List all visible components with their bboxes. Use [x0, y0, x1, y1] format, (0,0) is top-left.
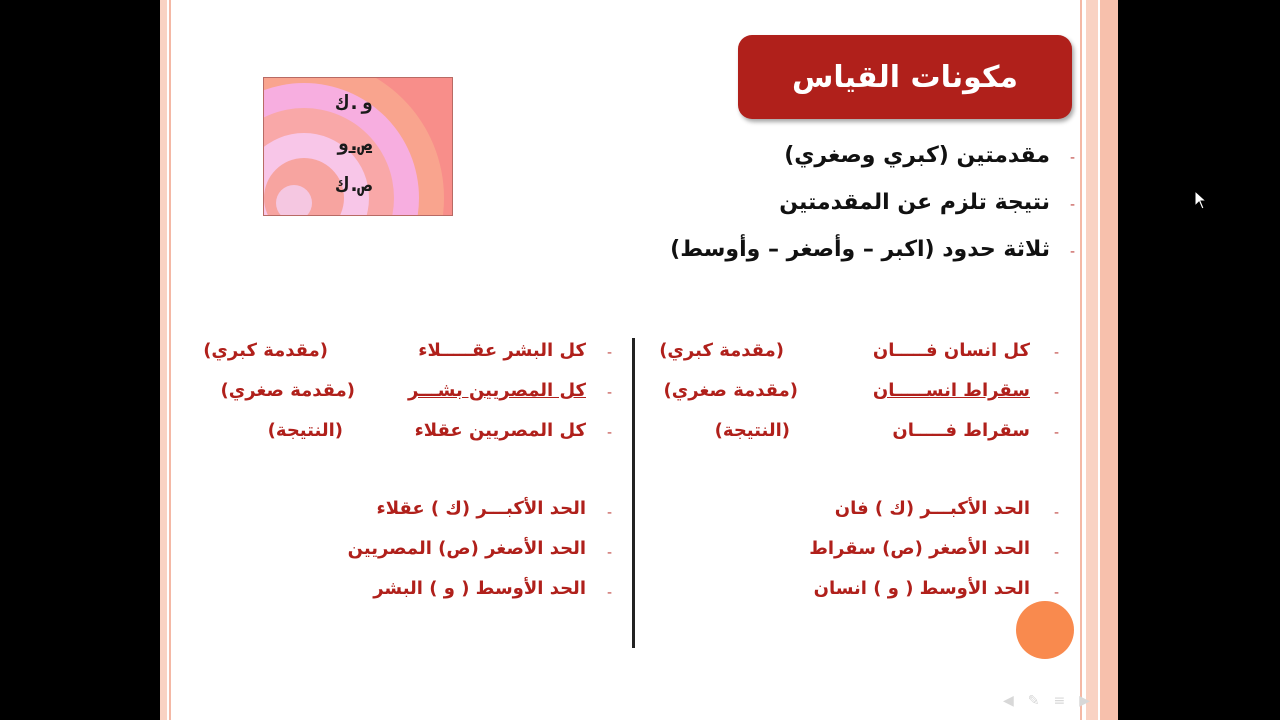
right-statement-2: سقراط انســـــان: [872, 380, 1030, 401]
right-statement-1: كل انسان فـــــان: [872, 340, 1030, 361]
bullet-premises: مقدمتين (كبري وصغري): [784, 143, 1050, 168]
term-dash: -: [607, 505, 613, 521]
pen-icon[interactable]: ✎: [1027, 693, 1054, 709]
left-term-major: الحد الأكبـــر (ك ) عقلاء: [376, 498, 586, 519]
right-term-middle: الحد الأوسط ( و ) انسان: [813, 578, 1030, 599]
symbol-list: [304, 82, 404, 205]
statement-dash: -: [1054, 385, 1060, 401]
symbol-conclusion: ص.ك: [335, 172, 373, 196]
bullet-conclusion: نتيجة تلزم عن المقدمتين: [779, 190, 1050, 215]
slideshow-nav[interactable]: [1003, 693, 1104, 709]
right-label-2: (مقدمة صغري): [663, 380, 798, 401]
slide-canvas: [160, 0, 1118, 720]
term-dash: -: [1054, 545, 1060, 561]
accent-circle: [1016, 601, 1074, 659]
left-statement-1: كل البشر عقـــــلاء: [418, 340, 586, 361]
right-statement-3: سقراط فـــــان: [892, 420, 1030, 441]
statement-dash: -: [1054, 345, 1060, 361]
statement-dash: -: [607, 385, 613, 401]
term-dash: -: [607, 545, 613, 561]
left-statement-2: كل المصريين بشـــر: [407, 380, 586, 401]
left-label-3: (النتيجة): [267, 420, 343, 441]
mouse-cursor-icon: [1194, 190, 1208, 210]
right-stripe: [1086, 0, 1098, 720]
right-term-major: الحد الأكبـــر (ك ) فان: [834, 498, 1030, 519]
symbols-box: [263, 77, 453, 216]
menu-icon[interactable]: ≡: [1053, 693, 1080, 709]
statement-dash: -: [607, 425, 613, 441]
left-term-middle: الحد الأوسط ( و ) البشر: [373, 578, 586, 599]
right-stripe-outer: [1100, 0, 1118, 720]
left-stripe: [160, 0, 167, 720]
statement-dash: -: [1054, 425, 1060, 441]
left-stripe-line: [169, 0, 171, 720]
left-statement-3: كل المصريين عقلاء: [414, 420, 586, 441]
bullet-terms: ثلاثة حدود (اكبر – وأصغر – وأوسط): [670, 237, 1050, 262]
statement-dash: -: [607, 345, 613, 361]
symbol-minor: ص.و: [335, 131, 373, 155]
right-label-3: (النتيجة): [714, 420, 790, 441]
bullet-dash: -: [1070, 150, 1076, 166]
bullet-dash: -: [1070, 197, 1076, 213]
symbol-major: و.ك: [335, 90, 373, 114]
next-slide-icon[interactable]: ▶: [1079, 693, 1105, 709]
left-label-2: (مقدمة صغري): [220, 380, 355, 401]
right-stripe-line: [1080, 0, 1082, 720]
bullet-dash: -: [1070, 244, 1076, 260]
right-term-minor: الحد الأصغر (ص) سقراط: [809, 538, 1030, 559]
left-label-1: (مقدمة كبري): [203, 340, 328, 361]
column-divider: [632, 338, 635, 648]
right-label-1: (مقدمة كبري): [659, 340, 784, 361]
term-dash: -: [1054, 505, 1060, 521]
slide-title: مكونات القياس: [738, 35, 1072, 119]
term-dash: -: [607, 585, 613, 601]
left-term-minor: الحد الأصغر (ص) المصريين: [347, 538, 586, 559]
term-dash: -: [1054, 585, 1060, 601]
prev-slide-icon[interactable]: ◀: [1003, 693, 1028, 709]
